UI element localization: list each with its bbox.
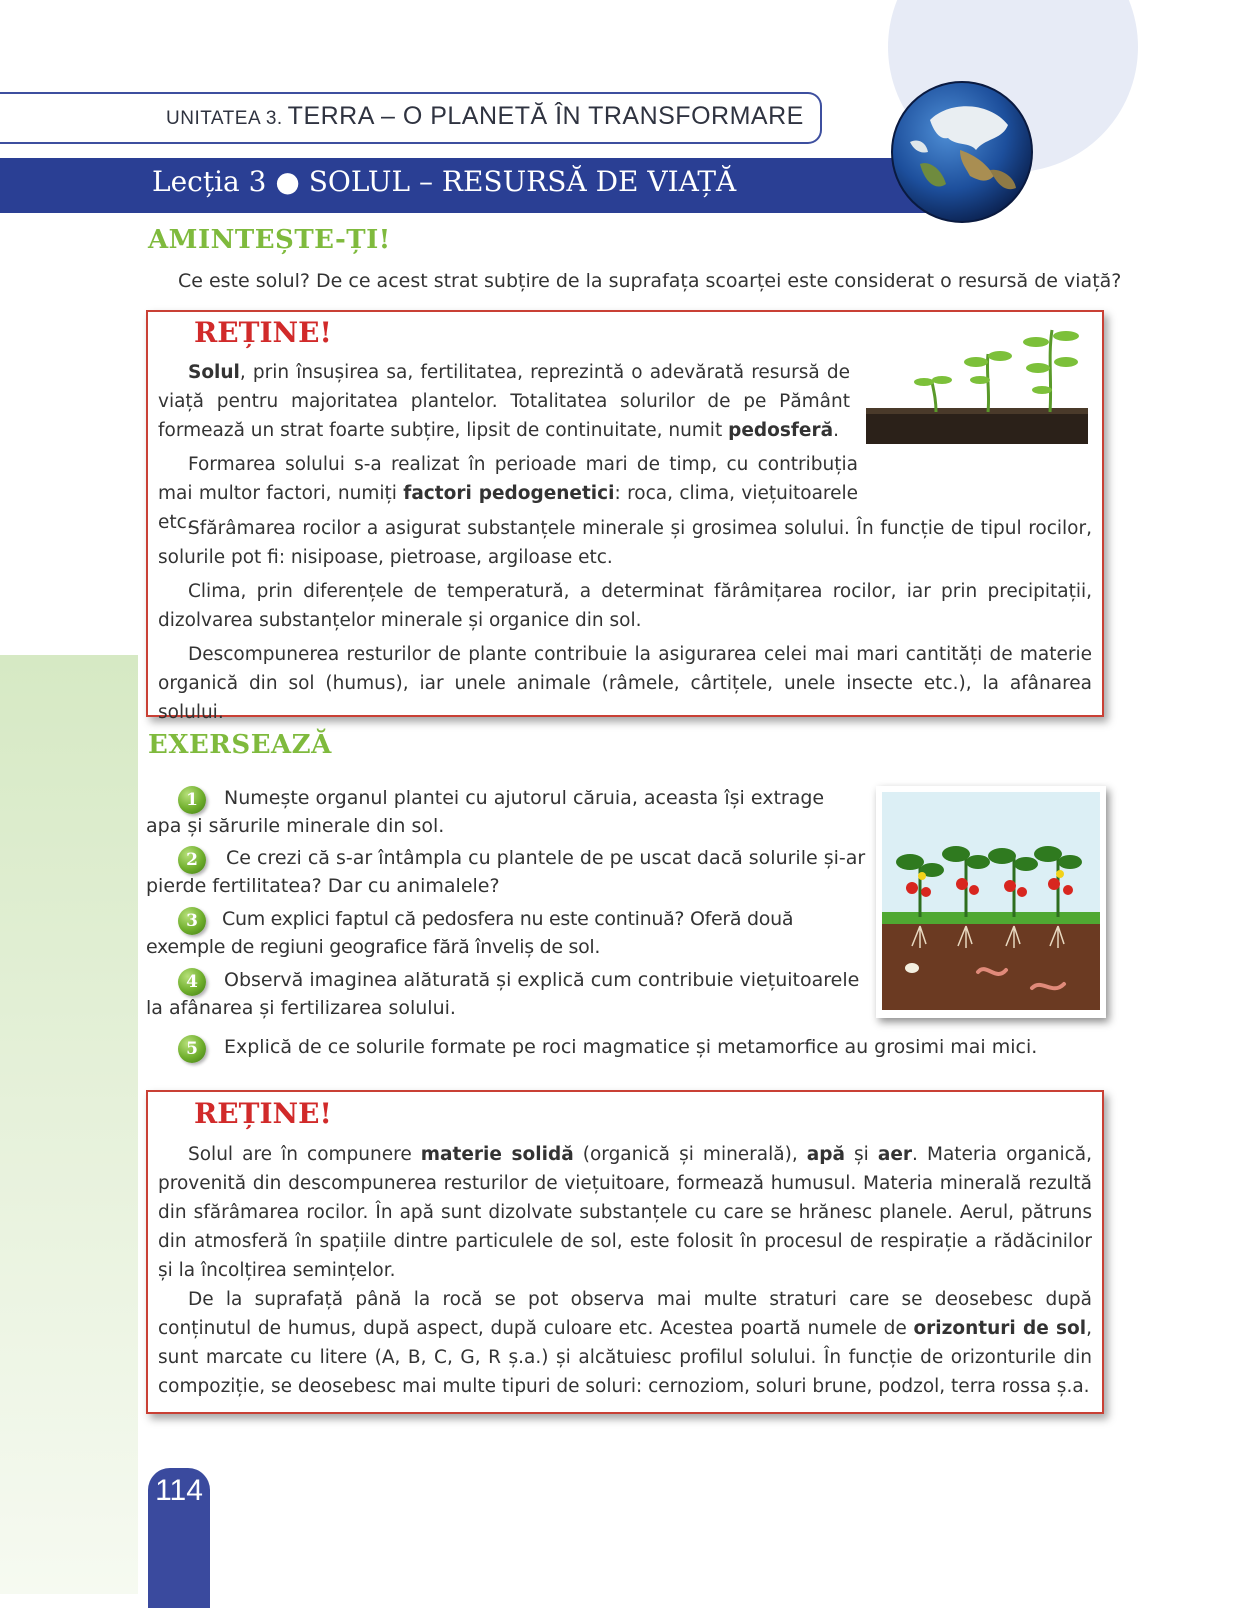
text-run: , sunt marcate cu litere (A, B, C, G, R ș.a.) și alcătuiesc profilul solului. În funcție de orizonturile din compoziție, se deosebesc mai multe tipuri de soluri: cernoziom, soluri brune, podzol, terra rossa ș.a. [158, 1318, 1092, 1397]
bold-term: Solul [188, 362, 240, 383]
exercise-text-4: Observă imaginea alăturată și explică cum contribuie viețuitoarele la afânarea și fertilizarea solului. [146, 969, 860, 1019]
exercise-number-1: 1 [178, 786, 206, 814]
lesson-title: Lecția 3 ● SOLUL – RESURSĂ DE VIAȚĂ [152, 165, 737, 198]
bold-term: materie solidă [420, 1144, 574, 1165]
retine2-para-2 [158, 1285, 1092, 1407]
left-margin-band [0, 655, 138, 1594]
text-run: Formarea solului s-a realizat în perioade mari de timp, cu contribuția mai multor factori, numiți [158, 454, 858, 504]
bold-term: factori pedogenetici [403, 483, 615, 504]
exercise-number-5: 5 [178, 1035, 206, 1063]
globe-image [890, 80, 1034, 224]
text-run: . [833, 420, 839, 441]
paragraph: Descompunerea resturilor de plante contribuie la asigurarea celei mai mari cantități de materie organică din sol (humus), iar unele animale (râmele, cârtițele, unele insecte etc.), la afânarea solului. [158, 644, 1092, 723]
bold-term: aer [877, 1144, 913, 1165]
exercises-heading: EXERSEAZĂ [148, 730, 332, 760]
unit-prefix: UNITATEA 3. [166, 108, 283, 129]
exercise-number-2: 2 [178, 846, 206, 874]
text-run: , prin însușirea sa, fertilitatea, reprezintă o adevărată resursă de viață pentru majoritatea plantelor. Totalitatea solurilor de pe Pământ formează un strat foarte subțire, lipsit de continuitate, numit [158, 362, 850, 441]
retine1-para-5 [158, 640, 1092, 733]
exercise-number-4: 4 [178, 968, 206, 996]
text-run: . Materia organică, provenită din descompunerea resturilor de viețuitoare, formează humusul. Materia minerală rezultă din sfărâmarea rocilor. În apă sunt dizolvate substanțele cu care se hrănesc planele. Aerul, pătruns din atmosferă în spațiile dintre particulele de sol, este folosit în procesul de respirație a rădăcinilor și la încolțirea semințelor. [158, 1144, 1092, 1281]
retine-heading-1: REȚINE! [194, 316, 332, 349]
retine1-para-4 [158, 577, 1092, 641]
bold-term: orizonturi de sol [913, 1318, 1087, 1339]
exercise-text-5: Explică de ce solurile formate pe roci magmatice și metamorfice au grosimi mai mici. [224, 1036, 1038, 1058]
retine1-para-1 [158, 358, 850, 451]
remember-heading: AMINTEȘTE-ȚI! [148, 225, 391, 255]
retine2-para-1 [158, 1140, 1092, 1291]
seedlings-image [866, 322, 1088, 444]
soil-illustration-frame [876, 786, 1106, 1018]
text-run: : roca, clima, viețuitoarele etc. [158, 483, 859, 533]
unit-title [166, 102, 804, 131]
remember-question: Ce este solul? De ce acest strat subțire de la suprafața scoarței este considerat o resursă de viață? [178, 270, 1122, 292]
paragraph: Clima, prin diferențele de temperatură, a determinat fărâmițarea rocilor, iar prin precipitații, dizolvarea substanțelor minerale și organice din sol. [158, 581, 1092, 631]
exercise-text-1: Numește organul plantei cu ajutorul căruia, aceasta își extrage apa și sărurile minerale din sol. [146, 787, 825, 837]
paragraph: Sfărâmarea rocilor a asigurat substanțele minerale și grosimea solului. În funcție de tipul rocilor, solurile pot fi: nisipoase, pietroase, argiloase etc. [158, 518, 1092, 568]
text-run: și [844, 1144, 878, 1165]
exercise-text-3: Cum explici faptul că pedosfera nu este continuă? Oferă două exemple de regiuni geografice fără înveliș de sol. [146, 908, 794, 958]
exercise-number-3: 3 [178, 907, 206, 935]
exercise-text-2: Ce crezi că s-ar întâmpla cu plantele de pe uscat dacă solurile și-ar pierde fertilitatea? Dar cu animalele? [146, 847, 866, 897]
bold-term: pedosferă [728, 420, 834, 441]
page-number: 114 [155, 1474, 203, 1507]
text-run: De la suprafață până la rocă se pot observa mai multe straturi care se deosebesc după conținutul de humus, după aspect, după culoare etc. Acestea poartă numele de [158, 1289, 1092, 1339]
unit-name: TERRA – O PLANETĂ ÎN TRANSFORMARE [287, 102, 804, 130]
retine-heading-2: REȚINE! [194, 1097, 332, 1130]
retine1-para-3 [158, 514, 1092, 578]
text-run: (organică și minerală), [573, 1144, 807, 1165]
soil-organisms-image [882, 792, 1100, 1010]
text-run: Solul are în compunere [188, 1144, 421, 1165]
bold-term: apă [806, 1144, 845, 1165]
